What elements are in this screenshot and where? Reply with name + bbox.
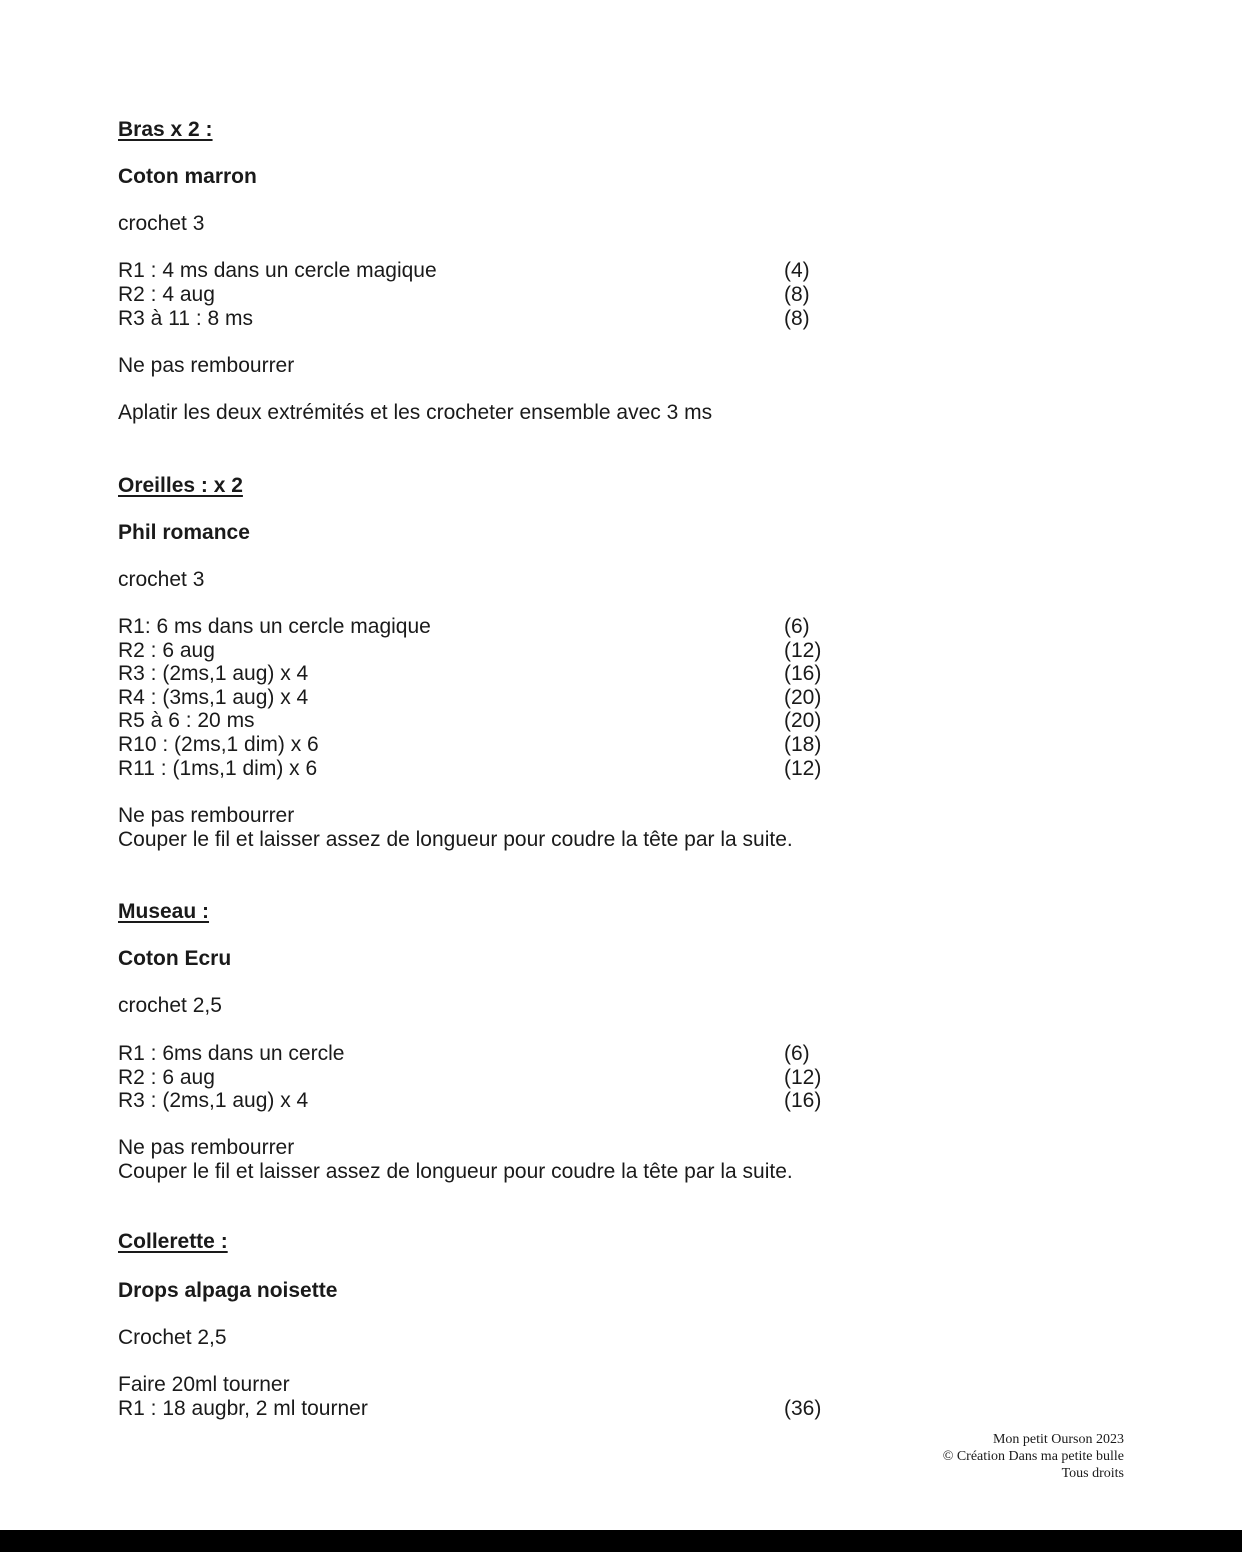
row-label: R1: 6 ms dans un cercle magique xyxy=(118,615,431,638)
row-label: R3 à 11 : 8 ms xyxy=(118,307,254,330)
row-count: (8) xyxy=(784,307,810,330)
row-label: R11 : (1ms,1 dim) x 6 xyxy=(118,757,318,780)
row-label: R1 : 6ms dans un cercle xyxy=(118,1042,345,1065)
section-material-oreilles: Phil romance xyxy=(118,521,250,544)
pattern-row xyxy=(118,686,838,710)
section-material-bras: Coton marron xyxy=(118,165,257,188)
pattern-row xyxy=(118,1089,838,1113)
row-label: R4 : (3ms,1 aug) x 4 xyxy=(118,686,309,709)
row-count: (12) xyxy=(784,757,822,780)
row-label: R3 : (2ms,1 aug) x 4 xyxy=(118,662,309,685)
row-label: R2 : 4 aug xyxy=(118,283,215,306)
section-note: Ne pas rembourrer xyxy=(118,804,295,827)
row-count: (36) xyxy=(784,1397,822,1420)
row-count: (8) xyxy=(784,283,810,306)
row-count: (12) xyxy=(784,1066,822,1089)
section-hook-museau: crochet 2,5 xyxy=(118,994,222,1017)
row-label: R3 : (2ms,1 aug) x 4 xyxy=(118,1089,309,1112)
row-label: R5 à 6 : 20 ms xyxy=(118,709,255,732)
footer-title: Mon petit Ourson 2023 xyxy=(992,1432,1124,1447)
section-title-collerette: Collerette : xyxy=(118,1230,228,1253)
pattern-row xyxy=(118,283,838,307)
row-label: Faire 20ml tourner xyxy=(118,1373,290,1396)
section-hook-bras: crochet 3 xyxy=(118,212,205,235)
pattern-row xyxy=(118,733,838,757)
section-note: Couper le fil et laisser assez de longueur pour coudre la tête par la suite. xyxy=(118,828,793,851)
section-note: Ne pas rembourrer xyxy=(118,1136,295,1159)
bottom-black-bar xyxy=(0,1530,1242,1552)
row-count: (6) xyxy=(784,1042,810,1065)
pattern-row xyxy=(118,1373,838,1397)
pattern-row xyxy=(118,662,838,686)
pattern-row xyxy=(118,615,838,639)
pattern-row xyxy=(118,639,838,663)
pattern-row xyxy=(118,1042,838,1066)
row-count: (18) xyxy=(784,733,822,756)
footer-copyright: © Création Dans ma petite bulle xyxy=(942,1449,1124,1464)
row-label: R10 : (2ms,1 dim) x 6 xyxy=(118,733,319,756)
section-hook-oreilles: crochet 3 xyxy=(118,568,205,591)
row-count: (20) xyxy=(784,709,822,732)
row-count: (4) xyxy=(784,259,810,282)
section-hook-collerette: Crochet 2,5 xyxy=(118,1326,227,1349)
row-label: R1 : 4 ms dans un cercle magique xyxy=(118,259,437,282)
section-material-collerette: Drops alpaga noisette xyxy=(118,1279,338,1302)
pattern-row xyxy=(118,757,838,781)
section-note: Ne pas rembourrer xyxy=(118,354,295,377)
section-title-museau: Museau : xyxy=(118,900,210,923)
row-count: (6) xyxy=(784,615,810,638)
pattern-row xyxy=(118,1066,838,1090)
pattern-row xyxy=(118,709,838,733)
section-material-museau: Coton Ecru xyxy=(118,947,232,970)
section-title-bras: Bras x 2 : xyxy=(118,118,213,141)
section-note: Aplatir les deux extrémités et les crocheter ensemble avec 3 ms xyxy=(118,401,713,424)
row-count: (16) xyxy=(784,1089,822,1112)
row-label: R2 : 6 aug xyxy=(118,639,215,662)
pattern-row xyxy=(118,1397,838,1421)
row-label: R2 : 6 aug xyxy=(118,1066,215,1089)
footer-rights: Tous droits xyxy=(1061,1466,1124,1481)
row-label: R1 : 18 augbr, 2 ml tourner xyxy=(118,1397,368,1420)
row-count: (20) xyxy=(784,686,822,709)
row-count: (16) xyxy=(784,662,822,685)
section-note: Couper le fil et laisser assez de longueur pour coudre la tête par la suite. xyxy=(118,1160,793,1183)
pattern-row xyxy=(118,307,838,331)
copyright-footer xyxy=(943,1431,1124,1482)
pattern-row xyxy=(118,259,838,283)
row-count: (12) xyxy=(784,639,822,662)
section-title-oreilles: Oreilles : x 2 xyxy=(118,474,243,497)
